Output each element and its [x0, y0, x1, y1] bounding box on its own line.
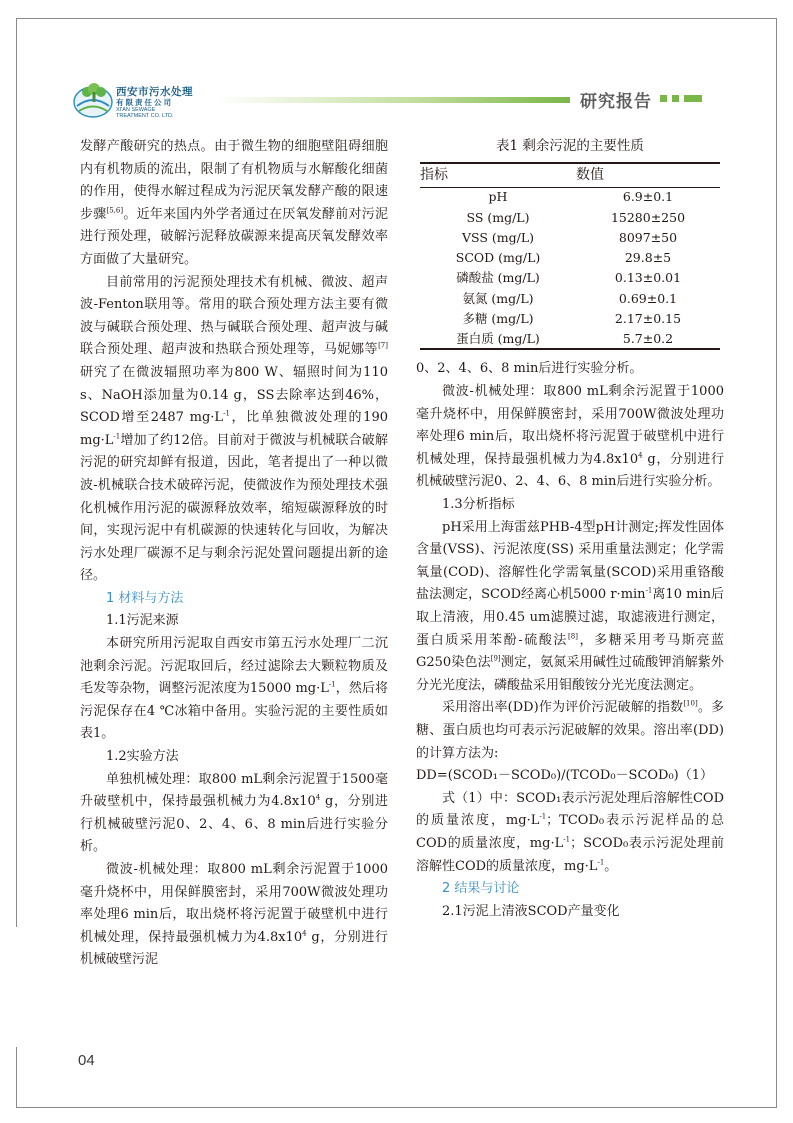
- table-row: [420, 289, 720, 309]
- cell-name: SS (mg/L): [466, 209, 530, 225]
- table-row: [420, 187, 720, 207]
- text: 单独机械处理：取800 mL剩余污泥置于1500毫升破壁机中，保持最强机械力为4.8x10: [80, 771, 388, 810]
- logo-emblem-icon: [72, 80, 114, 120]
- paragraph: [80, 136, 388, 272]
- paragraph: [80, 859, 388, 972]
- paragraph: [416, 697, 724, 765]
- formula: DD=(SCOD₁－SCOD₀)/(TCOD₀－SCOD₀)（1）: [416, 768, 714, 784]
- paragraph: 0、2、4、6、8 min后进行实验分析。: [416, 361, 643, 377]
- text: 式（1）中：SCOD₁表示污泥处理后溶解性COD的质量浓度，mg·L: [416, 790, 724, 829]
- subsection-heading: 1.1污泥来源: [106, 613, 179, 629]
- text: g，分别进行机械破壁污泥: [80, 929, 388, 968]
- cell-name: 磷酸盐 (mg/L): [456, 270, 540, 286]
- cell-name: 蛋白质 (mg/L): [420, 329, 576, 349]
- table-row: [420, 248, 720, 268]
- paragraph: [416, 381, 724, 494]
- superscript: -1: [328, 680, 336, 689]
- cell-name: VSS (mg/L): [461, 229, 535, 245]
- table-row: [420, 329, 720, 349]
- logo-english-name: [116, 107, 173, 119]
- citation: [7]: [378, 342, 388, 351]
- paragraph: [80, 633, 388, 746]
- table-title: 表1 剩余污泥的主要性质: [496, 138, 644, 154]
- superscript: 4: [302, 929, 307, 938]
- subsection-heading: 1.2实验方法: [106, 749, 179, 765]
- text: 。多糖、蛋白质也均可表示污泥破解的效果。溶出率(DD)的计算方法为:: [416, 700, 724, 761]
- superscript: -1: [597, 858, 605, 867]
- subsection-heading: 1.3分析指标: [442, 497, 515, 513]
- citation: [9]: [490, 654, 501, 663]
- citation: [10]: [683, 700, 698, 709]
- text: 微波-机械处理：取800 mL剩余污泥置于1000毫升烧杯中，用保鲜膜密封，采用700W微波处理功率处理6 min后，取出烧杯将污泥置于破壁机中进行机械处理，保持最强机械力为4.8x10: [416, 384, 724, 467]
- cell-value: 15280±250: [610, 209, 686, 225]
- column-header-value: 数值: [576, 163, 720, 187]
- citation: [8]: [568, 632, 578, 641]
- paragraph: [416, 788, 724, 878]
- cell-name: pH: [488, 189, 508, 205]
- text: g，分别进行机械破壁污泥0、2、4、6、8 min后进行实验分析。: [416, 451, 724, 490]
- cell-value: 2.17±0.15: [614, 311, 682, 327]
- right-column: [416, 136, 724, 923]
- page-number: 04: [78, 1052, 95, 1069]
- text: 研究了在微波辐照功率为800 W、辐照时间为110 s、NaOH添加量为0.14 g，SS去除率达到46%，SCOD增至2487 mg·L: [80, 364, 388, 426]
- company-logo: [72, 80, 218, 122]
- superscript: -1: [539, 813, 547, 822]
- table-row: [420, 207, 720, 227]
- cell-value: 29.8±5: [624, 250, 672, 266]
- table-row: [420, 228, 720, 248]
- left-column: [80, 136, 388, 972]
- paragraph: [416, 517, 724, 698]
- cell-value: 0.69±0.1: [618, 290, 678, 306]
- cell-name: 多糖 (mg/L): [462, 311, 534, 327]
- superscript: -1: [113, 432, 121, 441]
- logo-chinese-name: 西安市污水处理: [116, 86, 193, 98]
- section-heading: 2 结果与讨论: [442, 881, 520, 897]
- text: 。近年来国内外学者通过在厌氧发酵前对污泥进行预处理，破解污泥释放碳源来提高厌氧发酵效率方面做了大量研究。: [80, 206, 388, 267]
- section-heading: 1 材料与方法: [106, 590, 184, 606]
- text: 采用溶出率(DD)作为评价污泥破解的指数: [442, 700, 684, 716]
- text: ，比单独微波处理的190 mg·L: [80, 410, 388, 448]
- column-header-name: 指标: [420, 163, 576, 187]
- table-row: [420, 309, 720, 329]
- text: g，分别进行机械破壁污泥0、2、4、6、8 min后进行实验分析。: [80, 794, 388, 855]
- table-1: [416, 136, 724, 350]
- text: ，多糖采用考马斯亮蓝G250染色法: [416, 632, 724, 671]
- superscript: -1: [563, 835, 571, 844]
- paragraph: [80, 769, 388, 859]
- text: 测定，氨氮采用碱性过硫酸钾消解紫外分光光度法，磷酸盐采用钼酸铵分光光度法测定。: [416, 655, 724, 693]
- header-gradient-bar: [218, 97, 570, 103]
- text: 微波-机械处理：取800 mL剩余污泥置于1000毫升烧杯中，用保鲜膜密封，采用700W微波处理功率处理6 min后，取出烧杯将污泥置于破壁机中进行机械处理，保持最强机械力为4.8x10: [80, 862, 388, 945]
- text: ；SCOD₀表示污泥处理前溶解性COD的质量浓度，mg·L: [416, 835, 724, 874]
- sludge-properties-table: [420, 162, 720, 350]
- cell-value: 8097±50: [618, 229, 678, 245]
- text: 增加了约12倍。目前对于微波与机械联合破解污泥的研究却鲜有报道，因此，笔者提出了一种以微波-机械联合技术破碎污泥，使微波作为预处理技术强化机械作用污泥的碳源释放效率，缩短碳源释放的时间，实现污泥中有机碳源的快速转化与回收，为解决污水处理厂碳源不足与剩余污泥处置问题提出新的途径。: [80, 432, 388, 584]
- subsection-heading: 2.1污泥上清液SCOD产量变化: [442, 903, 620, 919]
- cell-name: 氨氮 (mg/L): [462, 290, 534, 306]
- cell-value: 6.9±0.1: [622, 189, 674, 205]
- table-row: [420, 268, 720, 288]
- text: ；TCOD₀表示污泥样品的总COD的质量浓度，mg·L: [416, 813, 724, 851]
- superscript: -1: [223, 409, 230, 418]
- table-header-row: [420, 163, 720, 187]
- cell-value: 0.13±0.01: [614, 270, 682, 286]
- decor-square: [660, 95, 667, 102]
- page-header: [0, 0, 793, 125]
- text: ，然后将污泥保存在4 ℃冰箱中备用。实验污泥的主要性质如表1。: [80, 681, 388, 742]
- superscript: -1: [645, 587, 653, 596]
- logo-english-line1: XI'AN SEWAGE: [116, 107, 156, 113]
- text: 发酵产酸研究的热点。由于微生物的细胞壁阻碍细胞内有机物质的流出，限制了有机物质与水解酸化细菌的作用，使得水解过程成为污泥厌氧发酵产酸的限速步骤: [80, 139, 388, 222]
- superscript: 4: [638, 451, 643, 460]
- cell-value: 5.7±0.2: [576, 329, 720, 349]
- citation: [5,6]: [106, 206, 124, 215]
- paragraph: [80, 272, 388, 588]
- text: pH采用上海雷兹PHB-4型pH计测定;挥发性固体含量(VSS)、污泥浓度(SS) 采用重量法测定；化学需氧量(COD)、溶解性化学需氧量(SCOD)采用重铬酸盐法测定，SCOD经离心机5000 r·min: [416, 519, 724, 603]
- text: 。: [604, 858, 618, 874]
- text: 离10 min后取上清液，用0.45 um滤膜过滤，取滤液进行测定，蛋白质采用苯酚-硫酸法: [416, 587, 724, 648]
- logo-english-line2: TREATMENT CO. LTD.: [116, 113, 174, 119]
- header-decoration-squares: [660, 95, 702, 102]
- cell-name: SCOD (mg/L): [455, 250, 541, 266]
- decor-bar: [684, 95, 702, 102]
- decor-square: [672, 95, 679, 102]
- text: 本研究所用污泥取自西安市第五污水处理厂二沉池剩余污泥。污泥取回后，经过滤除去大颗粒物质及毛发等杂物，调整污泥浓度为15000 mg·L: [80, 636, 388, 697]
- superscript: 4: [315, 793, 321, 802]
- text: 目前常用的污泥预处理技术有机械、微波、超声波-Fenton联用等。常用的联合预处理方法主要有微波与碱联合预处理、热与碱联合预处理、超声波与碱联合预处理、超声波和热联合预处理等，马妮娜等: [80, 274, 388, 358]
- logo-chinese-subname: 有限责任公司: [116, 98, 173, 107]
- section-title: 研究报告: [580, 92, 652, 112]
